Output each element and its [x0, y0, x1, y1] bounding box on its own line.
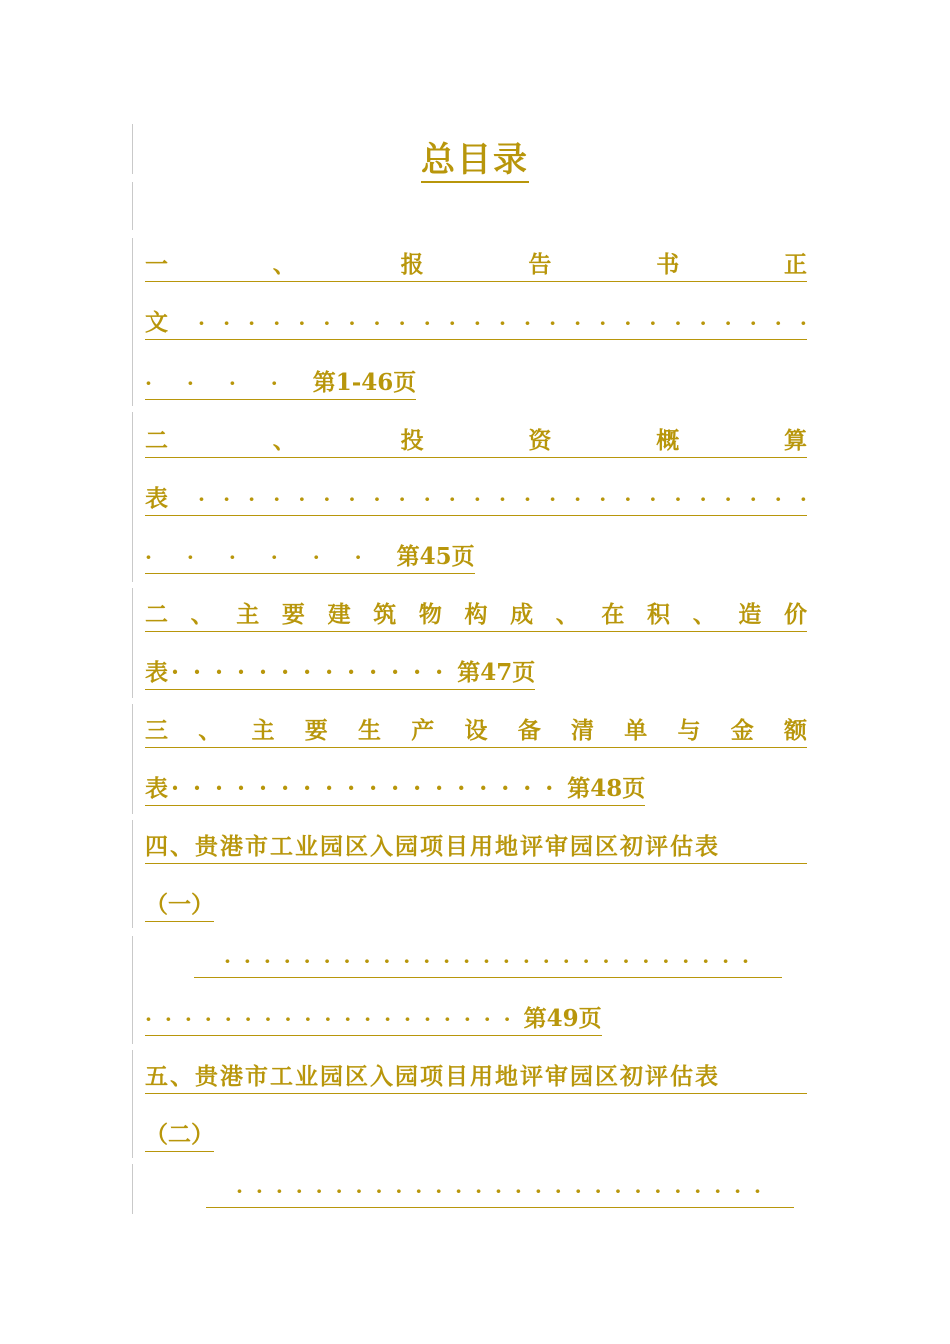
- dot-leader: 表· · · · · · · · · · · · ·: [145, 659, 458, 686]
- toc-char: 二: [145, 601, 168, 628]
- toc-char: 二: [145, 427, 168, 454]
- dot-leader: · · · ·: [145, 371, 313, 395]
- toc-char: 清: [571, 717, 594, 744]
- toc-char: 概: [656, 427, 680, 454]
- toc-entry-2-line-2[interactable]: [145, 482, 807, 516]
- margin-mark: [132, 820, 133, 928]
- dot-leader: 表· · · · · · · · · · · · · · · · · ·: [145, 775, 568, 802]
- toc-entry-5-line-3[interactable]: [194, 944, 782, 978]
- toc-char: 要: [281, 601, 305, 628]
- dot-leader: · · · · · · · · · · · · · · · · · · ·: [145, 1007, 524, 1031]
- toc-char: 物: [418, 601, 442, 628]
- toc-char: 筑: [373, 601, 397, 628]
- dot-leader: · · · · · · · · · · · · · · · · · · · · · · · · · · ·: [223, 949, 753, 973]
- toc-char: 一: [145, 251, 168, 278]
- toc-char: 书: [656, 251, 680, 278]
- toc-char: 设: [464, 717, 488, 744]
- toc-char: 主: [236, 601, 260, 628]
- toc-char: 、: [272, 427, 296, 454]
- toc-page-number: 第49页: [523, 1005, 602, 1032]
- toc-char: 与: [677, 717, 701, 744]
- toc-char: 积: [647, 601, 671, 628]
- toc-char: 算: [783, 427, 807, 454]
- toc-char: 三: [145, 717, 168, 744]
- toc-char: 构: [464, 601, 488, 628]
- toc-char: 额: [784, 717, 807, 744]
- toc-entry-2-line-1[interactable]: [145, 424, 807, 458]
- margin-mark: [132, 238, 133, 406]
- toc-char: 金: [730, 717, 754, 744]
- margin-mark: [132, 182, 133, 230]
- toc-char: 产: [411, 717, 435, 744]
- toc-char: 、: [198, 717, 222, 744]
- toc-char: 建: [327, 601, 351, 628]
- dot-leader: · · · · · · · · · · · · · · · · · · · · · · · · ·: [198, 486, 807, 511]
- toc-char: 在: [601, 601, 625, 628]
- margin-mark: [132, 412, 133, 582]
- dot-leader: · · · · · ·: [145, 545, 397, 569]
- toc-char: 价: [783, 601, 807, 628]
- toc-page-number: 第1-46页: [312, 369, 417, 396]
- dot-leader: · · · · · · · · · · · · · · · · · · · · · · · · ·: [198, 310, 807, 335]
- dot-leader: · · · · · · · · · · · · · · · · · · · · · · · · · · ·: [235, 1179, 765, 1203]
- toc-char: 资: [528, 427, 552, 454]
- toc-char: 告: [528, 251, 552, 278]
- toc-char: 主: [251, 717, 275, 744]
- toc-entry-6-line-1[interactable]: [145, 1060, 807, 1094]
- toc-entry-text: 五、贵港市工业园区入园项目用地评审园区初评估表: [145, 1063, 720, 1090]
- toc-entry-3-line-1[interactable]: [145, 598, 807, 632]
- page-title: [0, 132, 950, 181]
- toc-entry-5-line-1[interactable]: [145, 830, 807, 864]
- toc-char: 投: [400, 427, 424, 454]
- toc-entry-text: （二）: [145, 1121, 214, 1148]
- margin-mark: [132, 1050, 133, 1158]
- toc-char: 、: [692, 601, 716, 628]
- toc-char: 、: [190, 601, 214, 628]
- toc-char: 、: [272, 251, 296, 278]
- toc-entry-6-line-2[interactable]: [145, 1118, 214, 1152]
- margin-mark: [132, 1164, 133, 1214]
- toc-char: 报: [400, 251, 424, 278]
- toc-page-number: 第48页: [567, 775, 646, 802]
- toc-char: 成: [510, 601, 534, 628]
- toc-entry-1-line-1[interactable]: [145, 248, 807, 282]
- toc-entry-5-line-2[interactable]: [145, 888, 214, 922]
- toc-char: 、: [555, 601, 579, 628]
- toc-entry-2-line-3[interactable]: [145, 540, 475, 574]
- page-title-text: 总目录: [421, 140, 529, 183]
- toc-char: 造: [738, 601, 762, 628]
- toc-char: 备: [517, 717, 541, 744]
- margin-mark: [132, 704, 133, 814]
- toc-entry-text: （一）: [145, 891, 214, 918]
- toc-char: 要: [304, 717, 328, 744]
- toc-entry-3-line-2[interactable]: [145, 656, 535, 690]
- margin-mark: [132, 588, 133, 698]
- toc-char: 正: [783, 251, 807, 278]
- margin-mark: [132, 936, 133, 1044]
- toc-page-number: 第47页: [457, 659, 536, 686]
- toc-entry-4-line-1[interactable]: [145, 714, 807, 748]
- toc-entry-1-line-2[interactable]: [145, 306, 807, 340]
- toc-page-number: 第45页: [396, 543, 475, 570]
- toc-entry-1-line-3[interactable]: [145, 366, 416, 400]
- toc-char: 生: [358, 717, 381, 744]
- toc-entry-5-line-4[interactable]: [145, 1002, 602, 1036]
- toc-entry-4-line-2[interactable]: [145, 772, 645, 806]
- toc-char: 表: [145, 484, 168, 512]
- toc-char: 单: [624, 717, 648, 744]
- toc-entry-text: 四、贵港市工业园区入园项目用地评审园区初评估表: [145, 833, 720, 860]
- toc-entry-6-line-3[interactable]: [206, 1174, 794, 1208]
- toc-char: 文: [145, 308, 168, 336]
